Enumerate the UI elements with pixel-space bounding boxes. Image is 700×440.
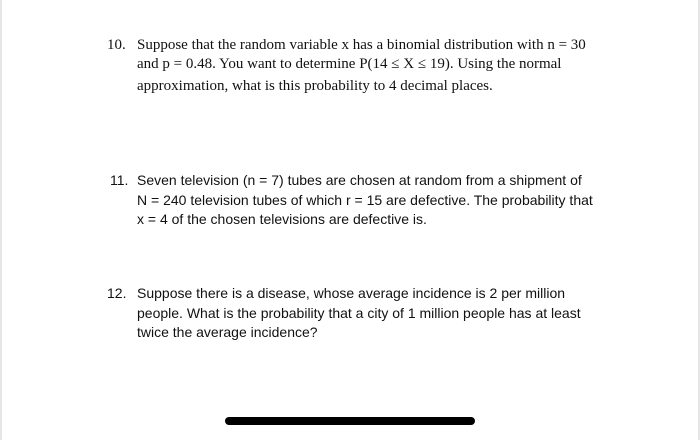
- left-edge-divider: [0, 0, 2, 440]
- question-line: N = 240 television tubes of which r = 15 are defective. The probability that: [137, 192, 593, 208]
- question-line: Seven television (n = 7) tubes are chosen at random from a shipment of: [137, 172, 582, 188]
- question-line: approximation, what is this probability to 4 decimal places.: [137, 78, 493, 94]
- question-line: twice the average incidence?: [137, 324, 318, 340]
- question-10: [107, 37, 667, 107]
- question-number: 10.: [107, 37, 126, 53]
- question-line: and p = 0.48. You want to determine P(14 ≤ X ≤ 19). Using the normal: [137, 56, 562, 72]
- question-line: people. What is the probability that a city of 1 million people has at least: [137, 305, 581, 321]
- question-line: Suppose that the random variable x has a binomial distribution with n = 30: [137, 37, 586, 53]
- home-indicator-bar[interactable]: [225, 417, 475, 425]
- question-number: 11.: [110, 172, 129, 188]
- question-12: [107, 285, 667, 345]
- question-line: Suppose there is a disease, whose average incidence is 2 per million: [137, 285, 566, 301]
- question-line: x = 4 of the chosen televisions are defective is.: [137, 211, 427, 227]
- question-11: [110, 172, 670, 232]
- question-number: 12.: [107, 285, 127, 301]
